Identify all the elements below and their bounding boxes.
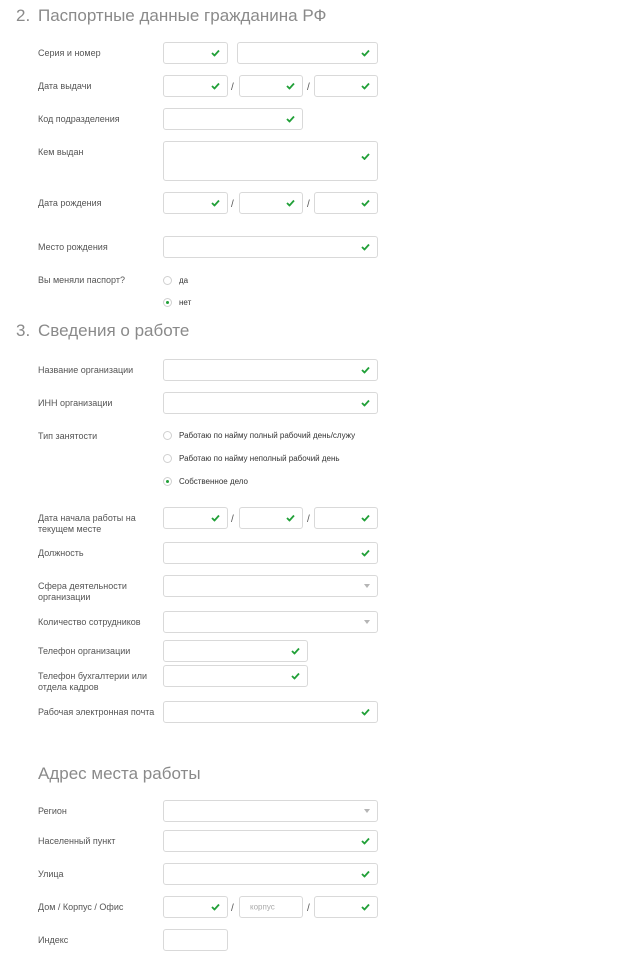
check-icon	[211, 50, 220, 57]
birth-date-day-input[interactable]	[163, 192, 228, 214]
birth-place-input[interactable]	[163, 236, 378, 258]
division-code-input[interactable]	[163, 108, 303, 130]
check-icon	[286, 116, 295, 123]
date-separator: /	[231, 514, 234, 525]
radio-employment-full-time[interactable]: Работаю по найму полный рабочий день/служу	[163, 431, 355, 440]
check-icon	[286, 515, 295, 522]
hr-phone-input[interactable]	[163, 665, 308, 687]
check-icon	[361, 515, 370, 522]
check-icon	[291, 648, 300, 655]
date-separator: /	[307, 514, 310, 525]
start-date-day-input[interactable]	[163, 507, 228, 529]
work-email-input[interactable]	[163, 701, 378, 723]
chevron-down-icon	[364, 584, 370, 588]
date-separator: /	[307, 82, 310, 93]
radio-circle-selected	[163, 477, 172, 486]
label-birth-date: Дата рождения	[38, 198, 102, 208]
check-icon	[211, 515, 220, 522]
label-division-code: Код подразделения	[38, 114, 120, 124]
section-title-passport: 2. Паспортные данные гражданина РФ	[16, 6, 327, 25]
label-street: Улица	[38, 869, 64, 879]
check-icon	[361, 244, 370, 251]
label-org-phone: Телефон организации	[38, 646, 131, 656]
check-icon	[361, 709, 370, 716]
check-icon	[211, 904, 220, 911]
org-name-input[interactable]	[163, 359, 378, 381]
label-region: Регион	[38, 806, 67, 816]
house-input[interactable]	[163, 896, 228, 918]
date-separator: /	[307, 199, 310, 210]
label-passport-changed: Вы меняли паспорт?	[38, 275, 125, 285]
check-icon	[361, 83, 370, 90]
label-employment-type: Тип занятости	[38, 431, 98, 441]
radio-circle	[163, 454, 172, 463]
locality-input[interactable]	[163, 830, 378, 852]
street-input[interactable]	[163, 863, 378, 885]
radio-circle	[163, 276, 172, 285]
label-hr-phone: Телефон бухгалтерии или отдела кадров	[38, 671, 148, 692]
subsection-title-work-address: Адрес места работы	[38, 764, 201, 783]
check-icon	[286, 200, 295, 207]
label-issue-date: Дата выдачи	[38, 81, 92, 91]
chevron-down-icon	[364, 620, 370, 624]
check-icon	[361, 904, 370, 911]
org-phone-input[interactable]	[163, 640, 308, 662]
label-start-date: Дата начала работы на текущем месте	[38, 513, 136, 534]
date-separator: /	[231, 82, 234, 93]
date-separator: /	[231, 199, 234, 210]
label-position: Должность	[38, 548, 84, 558]
check-icon	[361, 200, 370, 207]
radio-passport-changed-no[interactable]: нет	[163, 298, 191, 307]
passport-number-input[interactable]	[237, 42, 378, 64]
label-series: Серия и номер	[38, 48, 101, 58]
issue-date-day-input[interactable]	[163, 75, 228, 97]
check-icon	[361, 838, 370, 845]
start-date-month-input[interactable]	[239, 507, 303, 529]
employees-select[interactable]	[163, 611, 378, 633]
label-inn: ИНН организации	[38, 398, 113, 408]
radio-circle-selected	[163, 298, 172, 307]
check-icon	[361, 550, 370, 557]
building-input[interactable]	[239, 896, 303, 918]
radio-circle	[163, 431, 172, 440]
birth-date-year-input[interactable]	[314, 192, 378, 214]
label-birth-place: Место рождения	[38, 242, 108, 252]
label-locality: Населенный пункт	[38, 836, 116, 846]
start-date-year-input[interactable]	[314, 507, 378, 529]
check-icon	[211, 83, 220, 90]
label-issued-by: Кем выдан	[38, 147, 84, 157]
address-separator: /	[307, 903, 310, 914]
label-index: Индекс	[38, 935, 69, 945]
radio-employment-part-time[interactable]: Работаю по найму неполный рабочий день	[163, 454, 340, 463]
position-input[interactable]	[163, 542, 378, 564]
check-icon	[286, 83, 295, 90]
issue-date-month-input[interactable]	[239, 75, 303, 97]
check-icon	[361, 367, 370, 374]
inn-input[interactable]	[163, 392, 378, 414]
radio-passport-changed-yes[interactable]: да	[163, 276, 188, 285]
radio-employment-own-business[interactable]: Собственное дело	[163, 477, 248, 486]
label-org-name: Название организации	[38, 365, 134, 375]
check-icon	[211, 200, 220, 207]
passport-series-input[interactable]	[163, 42, 228, 64]
check-icon	[291, 673, 300, 680]
issue-date-year-input[interactable]	[314, 75, 378, 97]
label-work-email: Рабочая электронная почта	[38, 707, 155, 717]
section-title-work: 3. Сведения о работе	[16, 321, 190, 340]
birth-date-month-input[interactable]	[239, 192, 303, 214]
check-icon	[361, 50, 370, 57]
label-employees: Количество сотрудников	[38, 617, 141, 627]
chevron-down-icon	[364, 809, 370, 813]
address-separator: /	[231, 903, 234, 914]
sphere-select[interactable]	[163, 575, 378, 597]
label-sphere: Сфера деятельности организации	[38, 581, 127, 602]
check-icon	[361, 871, 370, 878]
issued-by-textarea[interactable]	[163, 141, 378, 181]
check-icon	[361, 400, 370, 407]
index-input[interactable]	[163, 929, 228, 951]
office-input[interactable]	[314, 896, 378, 918]
label-house: Дом / Корпус / Офис	[38, 902, 124, 912]
check-icon	[361, 153, 370, 160]
building-placeholder: корпус	[250, 902, 275, 912]
region-select[interactable]	[163, 800, 378, 822]
